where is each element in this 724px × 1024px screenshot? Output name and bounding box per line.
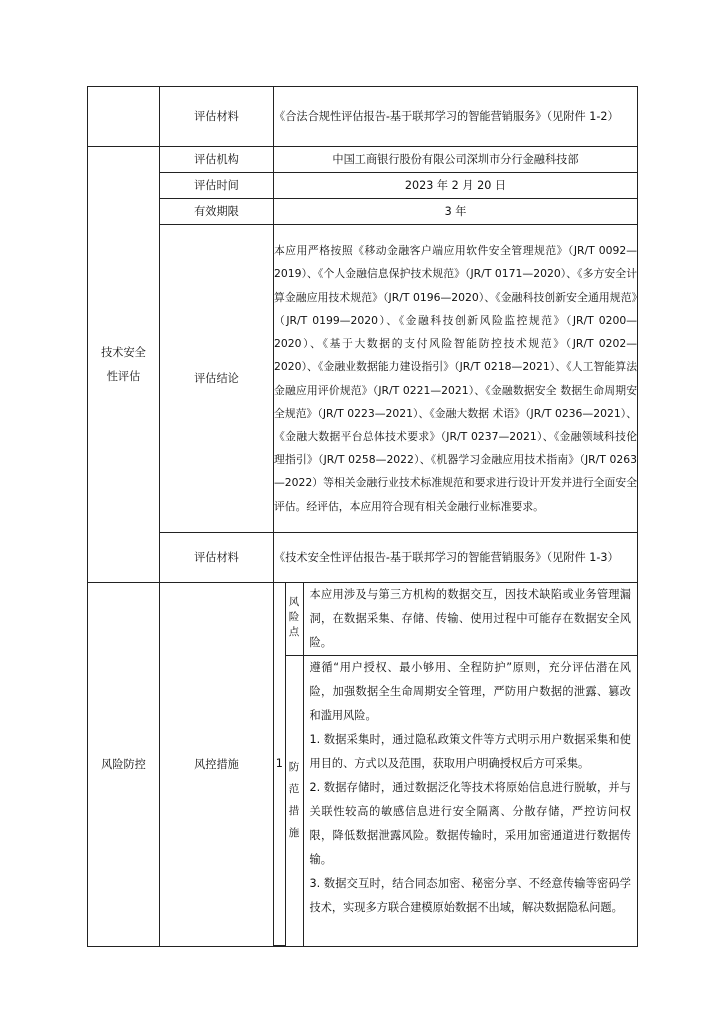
risk-measures-label: 风控措施 [160, 583, 274, 947]
tech-section-label [88, 147, 160, 583]
tech-section-text: 技术安全性评估 [101, 345, 146, 383]
material1-value: 《合法合规性评估报告-基于联邦学习的智能营销服务》（见附件 1-2） [274, 87, 638, 147]
prevention-para-1: 1. 数据采集时，通过隐私政策文件等方式明示用户数据采集和使用目的、方式以及范围，获取用户明确授权后方可采集。 [309, 733, 631, 770]
material2-value: 《技术安全性评估报告-基于联邦学习的智能营销服务》（见附件 1-3） [274, 533, 638, 583]
risk-detail-table [274, 583, 637, 946]
time-value: 2023 年 2 月 20 日 [274, 173, 638, 199]
material1-label: 评估材料 [160, 87, 274, 147]
conclusion-value: 本应用严格按照《移动金融客户端应用软件安全管理规范》（JR/T 0092—2019）、《个人金融信息保护技术规范》（JR/T 0171—2020）、《多方安全计算金融应用技术规范》（JR/T 0196—2020）、《金融科技创新安全通用规范》（JR/T 0199—2020）、《金融科技创新风险监控规范》（JR/T 0200—2020）、《基于大数据的支付风险智能防控技术规范》（JR/T 0202—2020）、《金融业数据能力建设指引》（JR/T 0218—2021）、《人工智能算法金融应用评价规范》（JR/T 0221—2021）、《金融数据安全 数据生命周期安全规范》（JR/T 0223—2021）、《金融大数据 术语》（JR/T 0236—2021）、《金融大数据平台总体技术要求》（JR/T 0237—2021）、《金融领域科技伦理指引》（JR/T 0258—2022）、《机器学习金融应用技术指南》（JR/T 0263—2022）等相关金融行业技术标准规范和要求进行设计开发并进行全面安全评估。经评估，本应用符合现有相关金融行业标准要求。 [274, 225, 638, 533]
prevention-para-2: 2. 数据存储时，通过数据泛化等技术将原始信息进行脱敏，并与关联性较高的敏感信息进行安全隔离、分散存储，严控访问权限，降低数据泄露风险。数据传输时，采用加密通道进行数据传输。 [309, 781, 631, 866]
assessment-table [87, 86, 638, 947]
prevention-row [274, 656, 637, 946]
org-row [88, 147, 638, 173]
org-value: 中国工商银行股份有限公司深圳市分行金融科技部 [274, 147, 638, 173]
material2-label: 评估材料 [160, 533, 274, 583]
risk-point-text: 本应用涉及与第三方机构的数据交互，因技术缺陷或业务管理漏洞，在数据采集、存储、传输、使用过程中可能存在数据安全风险。 [303, 583, 637, 656]
prevention-label: 防范措施 [288, 761, 300, 840]
material2-row [88, 533, 638, 583]
conclusion-row [88, 225, 638, 533]
prevention-text [303, 656, 637, 946]
time-row [88, 173, 638, 199]
prevention-label-cell [285, 656, 303, 946]
time-label: 评估时间 [160, 173, 274, 199]
validity-row [88, 199, 638, 225]
validity-value: 3 年 [274, 199, 638, 225]
risk-section-label: 风险防控 [88, 583, 160, 947]
validity-label: 有效期限 [160, 199, 274, 225]
risk-row [88, 583, 638, 947]
prevention-para-0: 遵循“用户授权、最小够用、全程防护”原则，充分评估潜在风险，加强数据全生命周期安全管理，严防用户数据的泄露、篡改和滥用风险。 [309, 661, 631, 722]
risk-point-label: 风险点 [288, 595, 300, 638]
prevention-para-3: 3. 数据交互时，结合同态加密、秘密分享、不经意传输等密码学技术，实现多方联合建模原始数据不出域，解决数据隐私问题。 [309, 877, 631, 914]
risk-point-row [274, 583, 637, 656]
risk-detail-cell [274, 583, 638, 947]
risk-index: 1 [274, 583, 285, 946]
conclusion-label: 评估结论 [160, 225, 274, 533]
blank-section-cell [88, 87, 160, 147]
org-label: 评估机构 [160, 147, 274, 173]
material1-row [88, 87, 638, 147]
risk-point-label-cell [285, 583, 303, 656]
